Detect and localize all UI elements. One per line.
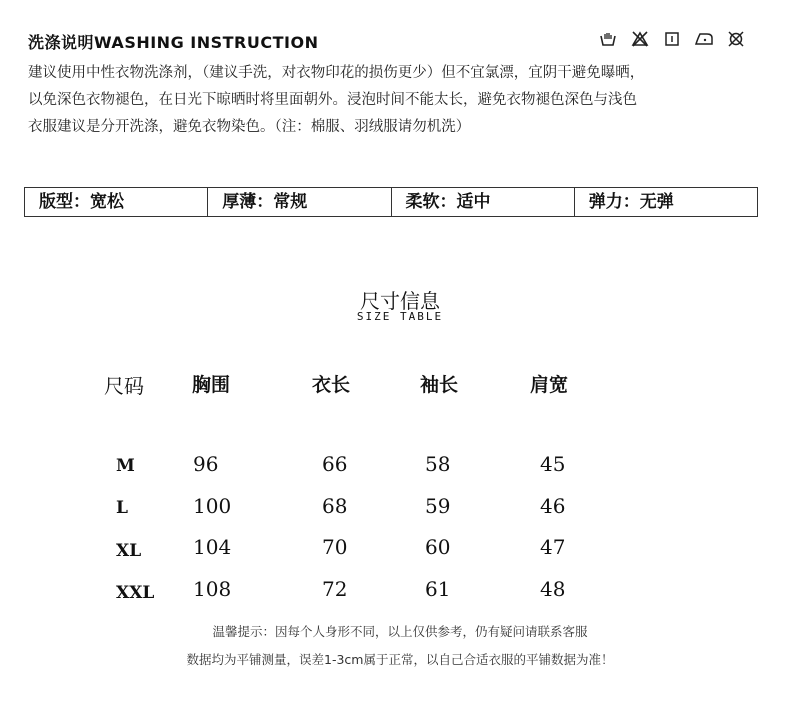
shoulder-cell: 47 — [540, 535, 566, 559]
no-bleach-icon — [630, 30, 650, 48]
size-table-subtitle: SIZE TABLE — [356, 310, 444, 323]
header-size: 尺码 — [104, 374, 144, 398]
measurement-note: 数据均为平铺测量，误差1-3cm属于正常，以自己合适衣服的平铺数据为准！ — [186, 652, 614, 667]
shoulder-cell: 48 — [540, 577, 566, 601]
sleeve-cell: 60 — [425, 535, 451, 559]
hand-wash-icon — [598, 30, 618, 48]
size-cell: XL — [116, 541, 142, 561]
header-sleeve: 袖长 — [420, 374, 459, 396]
care-icons — [598, 30, 746, 48]
sleeve-cell: 58 — [425, 452, 451, 476]
attr-softness: 柔软：适中 — [392, 188, 575, 216]
size-cell: XXL — [116, 583, 155, 603]
attr-elasticity: 弹力：无弹 — [588, 192, 674, 212]
size-cell: L — [116, 498, 128, 518]
length-cell: 72 — [322, 577, 348, 601]
washing-line: 建议使用中性衣物洗涤剂，（建议手洗，对衣物印花的损伤更少）但不宜氯漂，宜阴干避免曝晒， — [28, 65, 645, 81]
attr-fit: 版型：宽松 — [25, 188, 208, 216]
washing-title: 洗涤说明WASHING INSTRUCTION — [28, 33, 319, 52]
length-cell: 68 — [322, 494, 348, 518]
sleeve-cell: 61 — [425, 577, 451, 601]
low-iron-icon — [694, 30, 714, 48]
chest-cell: 108 — [193, 577, 232, 601]
length-cell: 66 — [322, 452, 348, 476]
length-cell: 70 — [322, 535, 348, 559]
sleeve-cell: 59 — [425, 494, 451, 518]
tip-note: 温馨提示：因每个人身形不同，以上仅供参考，仍有疑问请联系客服 — [212, 624, 588, 639]
washing-instructions — [28, 60, 778, 141]
chest-cell: 104 — [193, 535, 232, 559]
washing-line: 衣服建议是分开洗涤，避免衣物染色。（注：棉服、羽绒服请勿机洗） — [28, 119, 471, 135]
header-chest: 胸围 — [192, 374, 231, 396]
tumble-dry-icon — [662, 30, 682, 48]
shoulder-cell: 46 — [540, 494, 566, 518]
size-table-title: 尺寸信息 — [360, 289, 440, 313]
shoulder-cell: 45 — [540, 452, 566, 476]
header-length: 衣长 — [312, 374, 351, 396]
chest-cell: 100 — [193, 494, 232, 518]
chest-cell: 96 — [193, 452, 219, 476]
size-cell: M — [116, 456, 135, 476]
attr-thickness: 厚薄：常规 — [208, 188, 391, 216]
attribute-table — [24, 187, 758, 217]
no-dry-clean-icon — [726, 30, 746, 48]
header-shoulder: 肩宽 — [530, 374, 569, 396]
washing-line: 以免深色衣物褪色，在日光下晾晒时将里面朝外。浸泡时间不能太长，避免衣物褪色深色与浅色 — [28, 92, 637, 108]
